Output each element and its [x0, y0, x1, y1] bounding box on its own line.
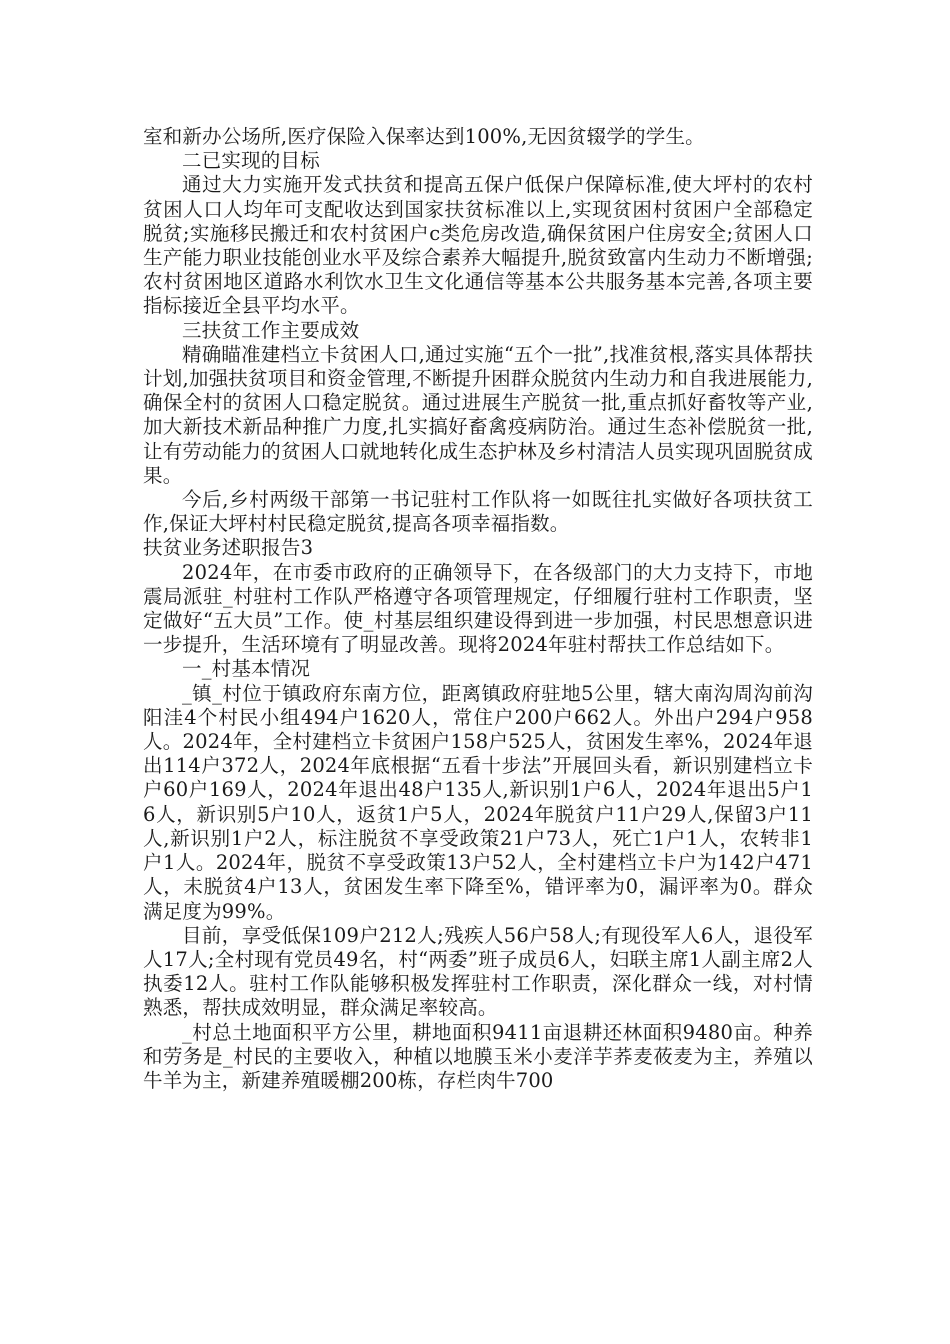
section-heading-three: 三扶贫工作主要成效: [182, 318, 360, 342]
paragraph: 今后,乡村两级干部第一书记驻村工作队将一如既往扎实做好各项扶贫工作,保证大坪村村民稳定脱贫,提高各项幸福指数。: [143, 488, 813, 536]
report-title: 扶贫业务述职报告3: [143, 536, 314, 560]
section-heading-two: 二已实现的目标: [182, 149, 320, 173]
paragraph: 通过大力实施开发式扶贫和提高五保户低保户保障标准,使大坪村的农村贫困人口人均年可支配收达到国家扶贫标准以上,实现贫困村贫困户全部稳定脱贫;实施移民搬迁和农村贫困户c类危房改造,确保贫困户住房安全;贫困人口生产能力职业技能创业水平及综合素养大幅提升,脱贫致富内生动力不断增强;农村贫困地区道路水利饮水卫生文化通信等基本公共服务基本完善,各项主要指标接近全县平均水平。: [143, 173, 813, 318]
paragraph: 精确瞄准建档立卡贫困人口,通过实施“五个一批”,找准贫根,落实具体帮扶计划,加强扶贫项目和资金管理,不断提升困群众脱贫内生动力和自我进展能力,确保全村的贫困人口稳定脱贫。通过进展生产脱贫一批,重点抓好畜牧等产业,加大新技术新品种推广力度,扎实搞好畜禽疫病防治。通过生态补偿脱贫一批,让有劳动能力的贫困人口就地转化成生态护林及乡村清洁人员实现巩固脱贫成果。: [143, 342, 813, 487]
paragraph: 2024年，在市委市政府的正确领导下，在各级部门的大力支持下，市地震局派驻_村驻村工作队严格遵守各项管理规定，仔细履行驻村工作职责，坚定做好“五大员”工作。使_村基层组织建设得到进一步加强，村民思想意识进一步提升，生活环境有了明显改善。现将2024年驻村帮扶工作总结如下。: [143, 560, 813, 657]
paragraph-continuation: 室和新办公场所,医疗保险入保率达到100%,无因贫辍学的学生。: [143, 125, 705, 148]
paragraph: _镇_村位于镇政府东南方位，距离镇政府驻地5公里，辖大南沟周沟前沟阳洼4个村民小组494户1620人，常住户200户662人。外出户294户958人。2024年，全村建档立卡贫困户158户525人，贫困发生率%，2024年退出114户372人，2024年底根据“五看十步法”开展回头看，新识别建档立卡户60户169人，2024年退出48户135人,新识别1户6人，2024年退出5户16人，新识别5户10人，返贫1户5人，2024年脱贫户11户29人,保留3户11人,新识别1户2人，标注脱贫不享受政策21户73人，死亡1户1人，农转非1户1人。2024年，脱贫不享受政策13户52人，全村建档立卡户为142户471人，未脱贫4户13人，贫困发生率下降至%，错评率为0，漏评率为0。群众满足度为99%。: [143, 681, 813, 923]
section-heading-one: 一_村基本情况: [182, 657, 311, 681]
paragraph: 目前，享受低保109户212人;残疾人56户58人;有现役军人6人，退役军人17人;全村现有党员49名，村“两委”班子成员6人，妇联主席1人副主席2人执委12人。驻村工作队能够积极发挥驻村工作职责，深化群众一线，对村情熟悉，帮扶成效明显，群众满足率较高。: [143, 923, 813, 1020]
paragraph: _村总土地面积平方公里，耕地面积9411亩退耕还林面积9480亩。种养和劳务是_村民的主要收入，种植以地膜玉米小麦洋芋荞麦莜麦为主，养殖以牛羊为主，新建养殖暖棚200栋，存栏肉牛700: [143, 1020, 813, 1092]
document-body: [143, 125, 813, 1093]
